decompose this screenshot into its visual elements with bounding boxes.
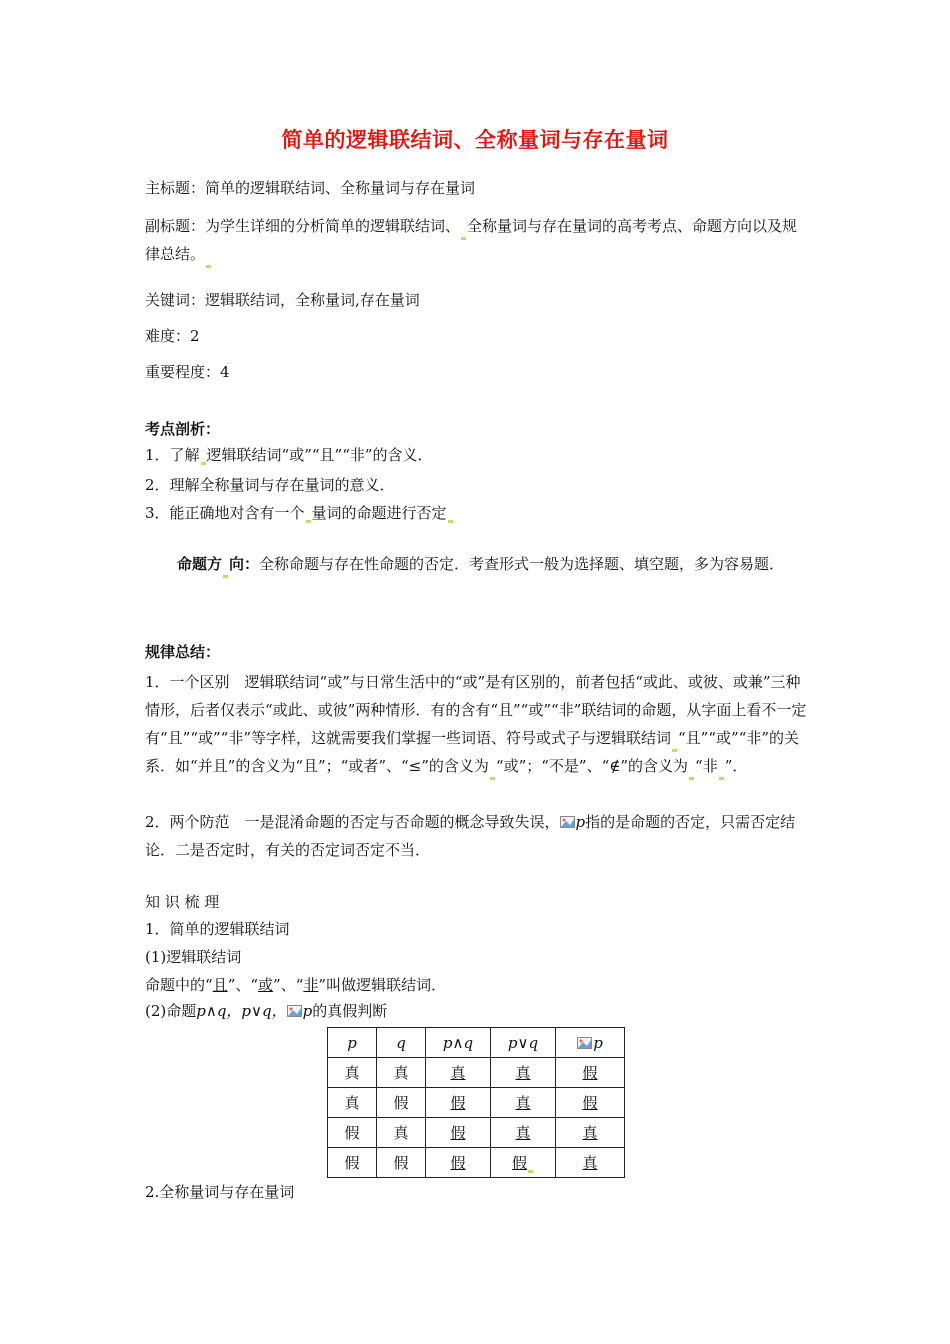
keywords-line: 关键词：逻辑联结词，全称量词,存在量词 — [145, 291, 420, 309]
marker-icon — [490, 777, 495, 780]
subtitle-line: 副标题：为学生详细的分析简单的逻辑联结词、 全称量词与存在量词的高考考点、命题方向以及规律总结。 — [145, 212, 810, 268]
marker-icon — [448, 520, 453, 523]
summary-paragraph-2: 2．两个防范 一是混淆命题的否定与否命题的概念导致失误， p指的是命题的否定，只需否定结论．二是否定时，有关的否定词否定不当． — [145, 813, 796, 859]
table-cell: 真 — [491, 1088, 556, 1118]
knowledge-subsection-1: (1)逻辑联结词 — [145, 948, 242, 966]
analysis-item-3: 3．能正确地对含有一个 量词的命题进行否定 — [145, 503, 810, 523]
table-cell: 假 — [377, 1088, 426, 1118]
table-header-cell: p — [556, 1028, 625, 1058]
summary-heading: 规律总结： — [145, 643, 221, 661]
table-cell: 真 — [328, 1088, 377, 1118]
truth-table — [327, 1027, 625, 1178]
table-header-cell: p∨q — [491, 1028, 556, 1058]
table-cell: 真 — [328, 1058, 377, 1088]
table-header-cell: p — [328, 1028, 377, 1058]
table-cell: 假 — [426, 1088, 491, 1118]
marker-icon — [461, 237, 466, 240]
knowledge-section-2: 2.全称量词与存在量词 — [145, 1183, 295, 1201]
table-cell: 假 — [426, 1118, 491, 1148]
table-row — [328, 1088, 625, 1118]
table-cell: 假 — [491, 1148, 556, 1178]
table-cell: 真 — [377, 1118, 426, 1148]
marker-icon — [672, 749, 677, 752]
difficulty-line: 难度：2 — [145, 327, 200, 345]
marker-icon — [206, 265, 211, 268]
marker-icon — [306, 520, 311, 523]
page-title: 简单的逻辑联结词、全称量词与存在量词 — [281, 128, 669, 152]
table-row — [328, 1058, 625, 1088]
table-cell: 假 — [556, 1088, 625, 1118]
marker-icon — [719, 777, 724, 780]
table-header-row — [328, 1028, 625, 1058]
importance-line: 重要程度：4 — [145, 363, 230, 381]
summary-paragraph-1: 1．一个区别 逻辑联结词“或”与日常生活中的“或”是有区别的，前者包括“或此、或彼、或兼”三种情形，后者仅表示“或此、或彼”两种情形．有的含有“且”“或”“非”联结词的命题，从字面上看不一定有“且”“或”“非”等字样，这就需要我们掌握一些词语、符号或式子与逻辑联结词 “且”“或”“非”的关系．如“并且”的含义为“且”；“或者”、“≤”的含义为 “或”；“不是”、“∉”的含义为 “非 ”． — [145, 668, 810, 780]
table-cell: 假 — [556, 1058, 625, 1088]
table-cell: 真 — [491, 1118, 556, 1148]
table-row — [328, 1148, 625, 1178]
marker-icon — [528, 1170, 533, 1173]
knowledge-subsection-2: (2)命题p∧q，p∨q， p的真假判断 — [145, 1002, 388, 1020]
table-cell: 假 — [328, 1148, 377, 1178]
table-cell: 真 — [377, 1058, 426, 1088]
direction-paragraph: 命题方 向：全称命题与存在性命题的否定．考查形式一般为选择题、填空题，多为容易题． — [145, 550, 810, 578]
table-cell: 假 — [377, 1148, 426, 1178]
main-title-line: 主标题：简单的逻辑联结词、全称量词与存在量词 — [145, 179, 476, 197]
knowledge-heading: 知 识 梳 理 — [145, 893, 220, 911]
analysis-item-2: 2．理解全称量词与存在量词的意义． — [145, 476, 395, 494]
table-row — [328, 1118, 625, 1148]
table-cell: 假 — [328, 1118, 377, 1148]
table-header-cell: p∧q — [426, 1028, 491, 1058]
negation-image-icon — [577, 1037, 592, 1049]
marker-icon — [201, 462, 206, 465]
table-cell: 假 — [426, 1148, 491, 1178]
negation-image-icon — [287, 1005, 302, 1017]
knowledge-connectives-line: 命题中的“且”、“或”、“非”叫做逻辑联结词． — [145, 976, 447, 994]
marker-icon — [223, 575, 228, 578]
table-cell: 真 — [556, 1118, 625, 1148]
table-cell: 真 — [426, 1058, 491, 1088]
table-cell: 真 — [556, 1148, 625, 1178]
negation-image-icon — [560, 816, 575, 828]
table-header-cell: q — [377, 1028, 426, 1058]
analysis-heading: 考点剖析： — [145, 420, 221, 438]
table-cell: 真 — [491, 1058, 556, 1088]
knowledge-section-1: 1．简单的逻辑联结词 — [145, 920, 290, 938]
analysis-item-1: 1．了解 逻辑联结词“或”“且”“非”的含义． — [145, 446, 433, 464]
marker-icon — [689, 777, 694, 780]
